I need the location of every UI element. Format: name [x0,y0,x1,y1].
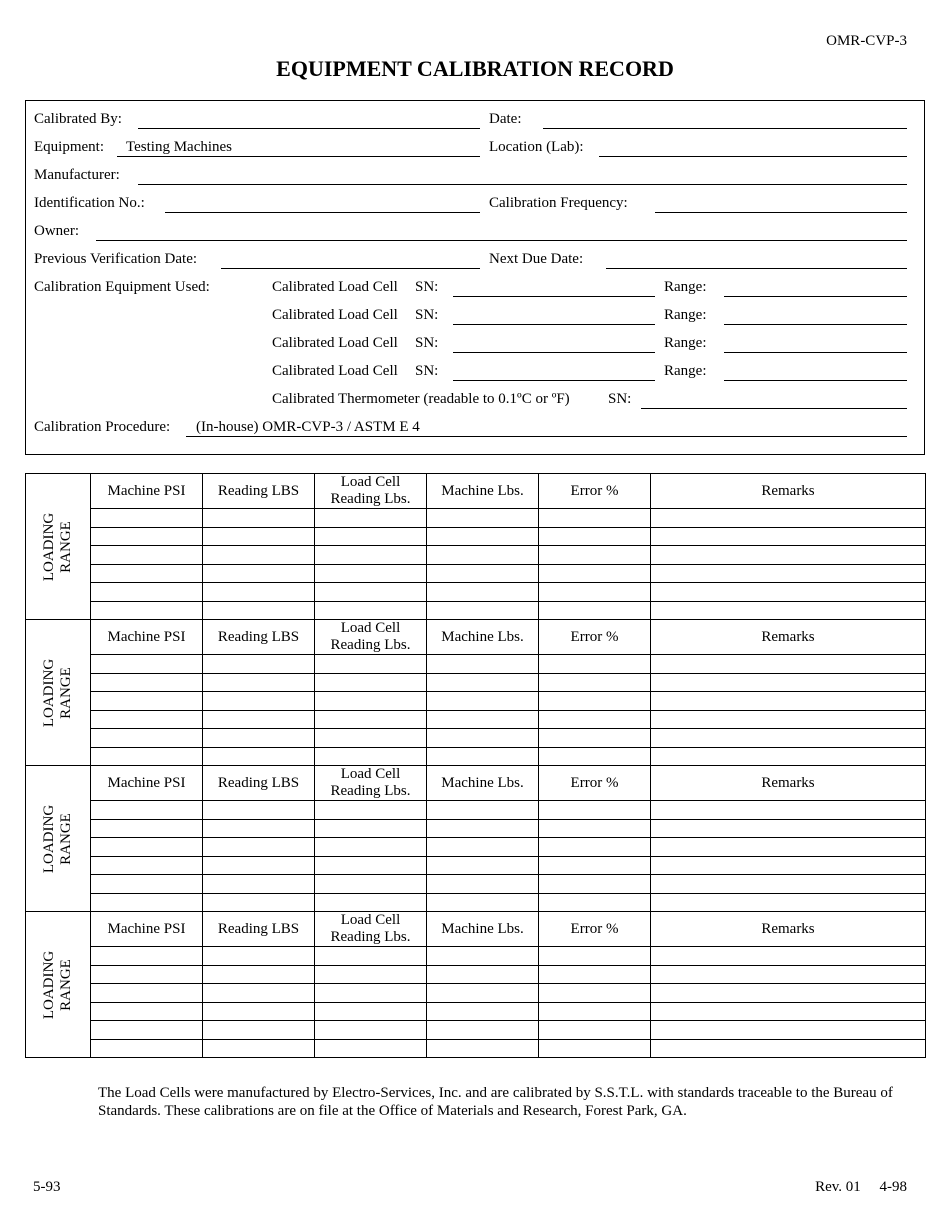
table-cell[interactable] [203,673,315,692]
loading-range-text: RANGE [58,812,74,865]
table-cell[interactable] [427,601,539,620]
column-header: Machine Lbs. [427,620,539,655]
equipment-field[interactable] [117,156,480,157]
next-due-date-field[interactable] [606,268,907,269]
next-due-date-label: Next Due Date: [489,251,584,267]
equipment-label: Equipment: [34,139,104,155]
table-cell[interactable] [91,856,203,875]
table-cell[interactable] [427,527,539,546]
table-cell[interactable] [539,801,651,820]
table-cell[interactable] [651,801,926,820]
table-cell[interactable] [203,965,315,984]
table-cell[interactable] [203,1039,315,1058]
table-cell[interactable] [315,527,427,546]
table-cell[interactable] [91,527,203,546]
table-row [26,655,926,674]
table-cell[interactable] [203,546,315,565]
table-cell[interactable] [539,692,651,711]
column-header: Remarks [651,620,926,655]
table-cell[interactable] [539,655,651,674]
table-row [26,819,926,838]
table-cell[interactable] [539,509,651,528]
table-row [26,965,926,984]
document-id: OMR-CVP-3 [826,33,907,49]
table-header-row [26,474,926,509]
table-cell[interactable] [203,1002,315,1021]
table-cell[interactable] [203,509,315,528]
table-row [26,801,926,820]
table-cell[interactable] [91,509,203,528]
table-cell[interactable] [427,1039,539,1058]
load-cell-sn-label: SN: [415,363,439,379]
column-header: Reading LBS [203,912,315,947]
table-cell[interactable] [539,947,651,966]
loading-range-label [26,766,91,912]
table-header-row [26,766,926,801]
table-cell[interactable] [427,509,539,528]
manufacturer-label: Manufacturer: [34,167,120,183]
load-cell-range-field[interactable] [724,352,907,353]
table-cell[interactable] [203,893,315,912]
table-cell[interactable] [539,1039,651,1058]
load-cell-sn-label: SN: [415,279,439,295]
load-cell-sn-field[interactable] [453,380,655,381]
revision-info: Rev. 01 4-98 [815,1179,907,1195]
table-cell[interactable] [203,819,315,838]
table-cell[interactable] [203,583,315,602]
table-cell[interactable] [315,673,427,692]
table-cell[interactable] [651,729,926,748]
table-cell[interactable] [651,893,926,912]
column-header: Machine PSI [91,766,203,801]
table-cell[interactable] [651,875,926,894]
table-cell[interactable] [315,838,427,857]
table-cell[interactable] [203,984,315,1003]
table-cell[interactable] [315,1039,427,1058]
table-cell[interactable] [203,692,315,711]
table-row [26,729,926,748]
table-cell[interactable] [315,546,427,565]
load-cell-range-field[interactable] [724,324,907,325]
identification-no-field[interactable] [165,212,480,213]
table-cell[interactable] [427,583,539,602]
equipment-value: Testing Machines [126,139,233,155]
column-header: Machine Lbs. [427,474,539,509]
thermometer-sn-field[interactable] [641,408,907,409]
table-cell[interactable] [539,564,651,583]
table-cell[interactable] [539,583,651,602]
table-cell[interactable] [91,1021,203,1040]
calibration-procedure-field[interactable] [186,436,907,437]
table-row [26,875,926,894]
table-cell[interactable] [427,692,539,711]
table-cell[interactable] [203,601,315,620]
load-cell-label: Calibrated Load Cell [272,335,398,351]
table-cell[interactable] [539,984,651,1003]
table-cell[interactable] [651,947,926,966]
table-cell[interactable] [315,655,427,674]
table-cell[interactable] [315,893,427,912]
table-cell[interactable] [651,819,926,838]
calibration-frequency-label: Calibration Frequency: [489,195,628,211]
table-cell[interactable] [427,655,539,674]
load-cell-label: Calibrated Load Cell [272,363,398,379]
table-cell[interactable] [315,710,427,729]
footnote: The Load Cells were manufactured by Electro-Services, Inc. and are calibrated by S.S.T.L. with standards traceable to the Bureau of Standards. These calibrations are on file at the Office of Materials and Research, Forest Park, GA. [98,1085,893,1119]
page-title: EQUIPMENT CALIBRATION RECORD [276,56,674,81]
table-cell[interactable] [315,564,427,583]
table-row [26,564,926,583]
loading-range-text: LOADING [41,512,57,581]
table-cell[interactable] [91,673,203,692]
table-cell[interactable] [539,1021,651,1040]
table-cell[interactable] [427,710,539,729]
table-cell[interactable] [651,546,926,565]
column-header: Error % [539,912,651,947]
table-cell[interactable] [91,747,203,766]
table-cell[interactable] [651,601,926,620]
table-cell[interactable] [91,893,203,912]
table-cell[interactable] [203,710,315,729]
table-cell[interactable] [203,801,315,820]
load-cell-range-label: Range: [664,307,707,323]
table-cell[interactable] [203,747,315,766]
table-cell[interactable] [91,947,203,966]
table-cell[interactable] [539,546,651,565]
table-cell[interactable] [651,984,926,1003]
table-cell[interactable] [427,838,539,857]
table-row [26,692,926,711]
table-cell[interactable] [539,710,651,729]
table-cell[interactable] [651,1002,926,1021]
table-cell[interactable] [315,509,427,528]
location-field[interactable] [599,156,907,157]
table-cell[interactable] [651,1021,926,1040]
table-cell[interactable] [91,729,203,748]
column-header: Load Cell Reading Lbs. [315,766,427,801]
table-cell[interactable] [91,965,203,984]
table-cell[interactable] [427,801,539,820]
table-row [26,1021,926,1040]
table-cell[interactable] [651,673,926,692]
calibrated-by-field[interactable] [138,128,480,129]
load-cell-range-label: Range: [664,363,707,379]
table-row [26,527,926,546]
table-header-row [26,912,926,947]
loading-range-text: LOADING [41,804,57,873]
column-header: Machine PSI [91,912,203,947]
table-cell[interactable] [91,546,203,565]
table-cell[interactable] [539,893,651,912]
table-cell[interactable] [539,527,651,546]
table-cell[interactable] [651,692,926,711]
table-cell[interactable] [427,947,539,966]
table-cell[interactable] [651,838,926,857]
column-header: Remarks [651,474,926,509]
table-cell[interactable] [651,1039,926,1058]
table-cell[interactable] [315,819,427,838]
table-cell[interactable] [315,729,427,748]
loading-range-text: RANGE [58,958,74,1011]
table-cell[interactable] [651,583,926,602]
table-cell[interactable] [651,655,926,674]
table-cell[interactable] [427,965,539,984]
thermometer-label: Calibrated Thermometer (readable to 0.1ºC or ºF) [272,391,570,407]
table-row [26,947,926,966]
table-cell[interactable] [427,747,539,766]
table-row [26,710,926,729]
loading-range-label [26,620,91,766]
table-cell[interactable] [427,1021,539,1040]
table-cell[interactable] [203,947,315,966]
table-row [26,984,926,1003]
date-label: Date: [489,111,522,127]
table-cell[interactable] [427,729,539,748]
table-cell[interactable] [427,564,539,583]
table-cell[interactable] [651,527,926,546]
load-cell-sn-field[interactable] [453,296,655,297]
table-cell[interactable] [91,819,203,838]
table-cell[interactable] [91,601,203,620]
load-cell-label: Calibrated Load Cell [272,307,398,323]
owner-label: Owner: [34,223,79,239]
column-header: Reading LBS [203,620,315,655]
table-row [26,673,926,692]
calibration-equipment-used-label: Calibration Equipment Used: [34,279,210,295]
column-header: Error % [539,474,651,509]
table-cell[interactable] [91,583,203,602]
table-cell[interactable] [91,655,203,674]
load-cell-range-field[interactable] [724,296,907,297]
table-cell[interactable] [539,965,651,984]
date-field[interactable] [543,128,907,129]
table-row [26,546,926,565]
calibration-data-table [25,473,926,1058]
load-cell-sn-field[interactable] [453,352,655,353]
table-row [26,893,926,912]
column-header: Machine Lbs. [427,766,539,801]
table-cell[interactable] [315,601,427,620]
table-cell[interactable] [315,583,427,602]
table-cell[interactable] [315,984,427,1003]
location-label: Location (Lab): [489,139,584,155]
table-cell[interactable] [427,875,539,894]
table-cell[interactable] [91,710,203,729]
loading-range-text: LOADING [41,658,57,727]
table-cell[interactable] [539,729,651,748]
table-cell[interactable] [91,984,203,1003]
load-cell-sn-label: SN: [415,307,439,323]
table-cell[interactable] [651,965,926,984]
table-cell[interactable] [91,1002,203,1021]
table-cell[interactable] [315,692,427,711]
loading-range-text: RANGE [58,666,74,719]
table-cell[interactable] [539,747,651,766]
table-cell[interactable] [91,801,203,820]
table-cell[interactable] [427,673,539,692]
manufacturer-field[interactable] [138,184,907,185]
table-cell[interactable] [539,601,651,620]
previous-verification-date-label: Previous Verification Date: [34,251,198,267]
table-cell[interactable] [315,875,427,894]
loading-range-text: LOADING [41,950,57,1019]
column-header: Load Cell Reading Lbs. [315,474,427,509]
table-header-row [26,620,926,655]
column-header: Load Cell Reading Lbs. [315,620,427,655]
column-header: Remarks [651,766,926,801]
calibration-frequency-field[interactable] [655,212,907,213]
load-cell-range-label: Range: [664,335,707,351]
table-cell[interactable] [91,1039,203,1058]
calibration-procedure-value: (In-house) OMR-CVP-3 / ASTM E 4 [196,419,420,435]
table-cell[interactable] [91,564,203,583]
loading-range-text: RANGE [58,520,74,573]
calibrated-by-label: Calibrated By: [34,111,122,127]
table-cell[interactable] [427,893,539,912]
table-cell[interactable] [427,546,539,565]
table-cell[interactable] [203,564,315,583]
table-row [26,1002,926,1021]
load-cell-sn-label: SN: [415,335,439,351]
table-row [26,747,926,766]
table-cell[interactable] [315,1021,427,1040]
table-cell[interactable] [203,655,315,674]
table-cell[interactable] [427,856,539,875]
table-cell[interactable] [427,984,539,1003]
column-header: Machine PSI [91,620,203,655]
table-cell[interactable] [91,692,203,711]
column-header: Remarks [651,912,926,947]
table-row [26,601,926,620]
owner-field[interactable] [96,240,907,241]
column-header: Error % [539,766,651,801]
table-cell[interactable] [91,875,203,894]
table-cell[interactable] [539,856,651,875]
column-header: Load Cell Reading Lbs. [315,912,427,947]
table-row [26,838,926,857]
table-row [26,583,926,602]
table-cell[interactable] [539,819,651,838]
table-cell[interactable] [315,965,427,984]
column-header: Reading LBS [203,766,315,801]
loading-range-label [26,474,91,620]
table-cell[interactable] [315,747,427,766]
identification-no-label: Identification No.: [34,195,145,211]
table-cell[interactable] [203,729,315,748]
table-cell[interactable] [651,564,926,583]
table-cell[interactable] [203,838,315,857]
table-row [26,1039,926,1058]
table-cell[interactable] [539,838,651,857]
load-cell-range-label: Range: [664,279,707,295]
column-header: Reading LBS [203,474,315,509]
table-cell[interactable] [651,710,926,729]
table-row [26,856,926,875]
load-cell-range-field[interactable] [724,380,907,381]
table-cell[interactable] [91,838,203,857]
table-cell[interactable] [427,1002,539,1021]
calibration-procedure-label: Calibration Procedure: [34,419,171,435]
table-row [26,509,926,528]
table-cell[interactable] [651,747,926,766]
table-cell[interactable] [315,801,427,820]
table-cell[interactable] [203,856,315,875]
column-header: Error % [539,620,651,655]
column-header: Machine Lbs. [427,912,539,947]
table-cell[interactable] [315,947,427,966]
thermometer-sn-label: SN: [608,391,632,407]
table-cell[interactable] [539,1002,651,1021]
form-number: 5-93 [33,1179,61,1195]
table-cell[interactable] [651,856,926,875]
table-cell[interactable] [203,527,315,546]
previous-verification-date-field[interactable] [221,268,480,269]
table-cell[interactable] [203,1021,315,1040]
table-cell[interactable] [651,509,926,528]
column-header: Machine PSI [91,474,203,509]
table-cell[interactable] [427,819,539,838]
table-cell[interactable] [315,856,427,875]
table-cell[interactable] [203,875,315,894]
load-cell-label: Calibrated Load Cell [272,279,398,295]
table-cell[interactable] [539,673,651,692]
loading-range-label [26,912,91,1058]
load-cell-sn-field[interactable] [453,324,655,325]
table-cell[interactable] [539,875,651,894]
table-cell[interactable] [315,1002,427,1021]
